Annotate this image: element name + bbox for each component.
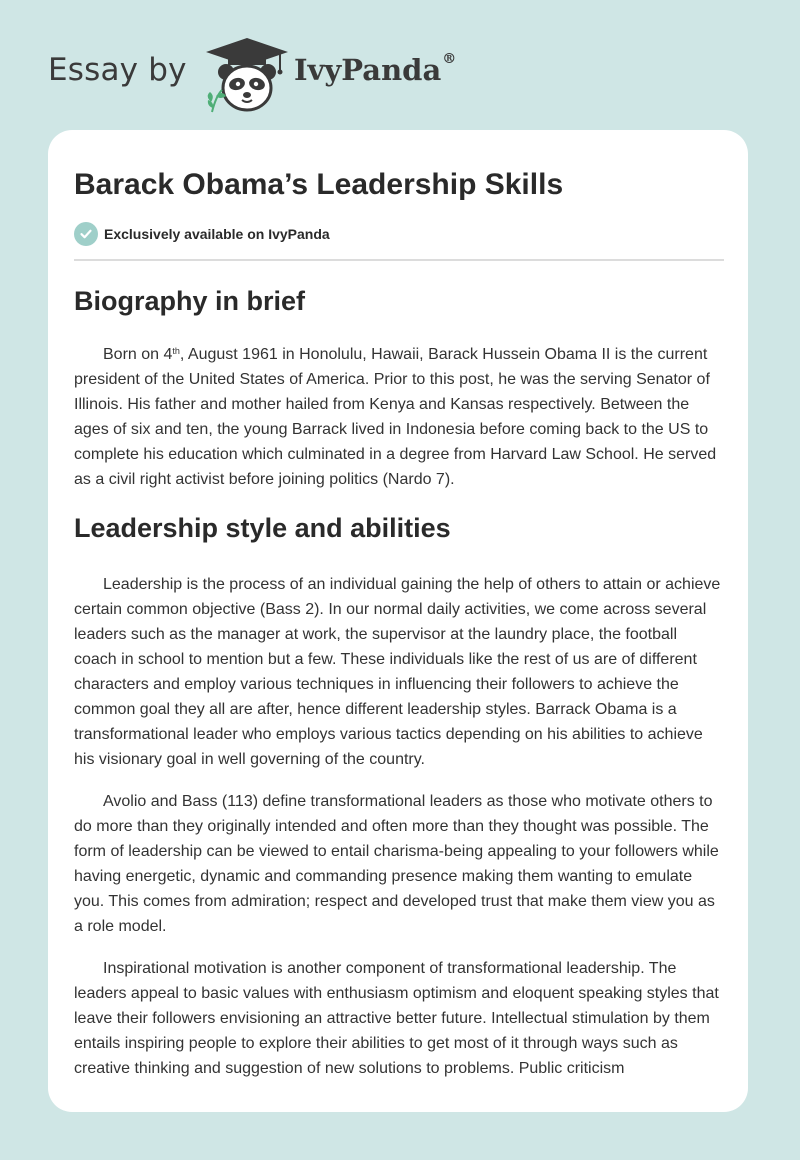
leadership-paragraph-1: Leadership is the process of an individual gaining the help of others to attain or achieve certain common objective (Bass 2). In our normal daily activities, we come across several leaders such as the manager at work, the supervisor at the laundry place, the football coach in school to mention but a few. These individuals like the rest of us are of different characters and employ various techniques in influencing their followers to achieve the common goal they all are after, hence different leadership styles. Barrack Obama is a transformational leader who employs various tactics depending on his abilities to achieve his visionary goal in well governing of the country. xyxy=(74,576,721,768)
essay-title: Barack Obama’s Leadership Skills xyxy=(74,168,564,201)
brand-name[interactable]: IvyPanda® xyxy=(294,51,457,87)
section-heading-biography: Biography in brief xyxy=(74,286,306,316)
brand-header xyxy=(48,36,508,116)
checkmark-icon xyxy=(74,222,98,246)
exclusive-badge xyxy=(74,221,724,247)
leadership-paragraph-2: Avolio and Bass (113) define transformational leaders as those who motivate others to do more than they originally intended and often more than they thought was possible. The form of leadership can be viewed to entail charisma-being appealing to your followers while having energetic, dynamic and commanding presence making them wanting to emulate you. This comes from admiration; respect and developed trust that make them view you as a role model. xyxy=(74,793,719,935)
leadership-paragraph-3: Inspirational motivation is another component of transformational leadership. The leaders appeal to basic values with enthusiasm optimism and eloquent speaking styles that leave their followers envisioning an attractive better future. Intellectual stimulation by them entails inspiring people to explore their abilities to get most of it through ways such as creative thinking and suggestion of new solutions to problems. Public criticism xyxy=(74,960,719,1077)
biography-paragraph: Born on 4th, August 1961 in Honolulu, Hawaii, Barack Hussein Obama II is the current president of the United States of America. Prior to this post, he was the serving Senator of Illinois. His father and mother hailed from Kenya and Kansas respectively. Between the ages of six and ten, the young Barrack lived in Indonesia before coming back to the US to complete his education which culminated in a degree from Harvard Law School. He served as a civil right activist before joining politics (Nardo 7). xyxy=(74,346,717,488)
brand-prefix: Essay by xyxy=(48,52,187,88)
exclusive-badge-text: Exclusively available on IvyPanda xyxy=(104,226,330,242)
essay-content xyxy=(74,164,724,1081)
ordinal-suffix: th xyxy=(172,346,180,356)
registered-mark: ® xyxy=(442,51,457,67)
section-heading-leadership: Leadership style and abilities xyxy=(74,513,451,543)
essay-card xyxy=(48,130,748,1112)
title-divider xyxy=(74,259,724,261)
panda-logo-icon[interactable] xyxy=(202,36,292,114)
